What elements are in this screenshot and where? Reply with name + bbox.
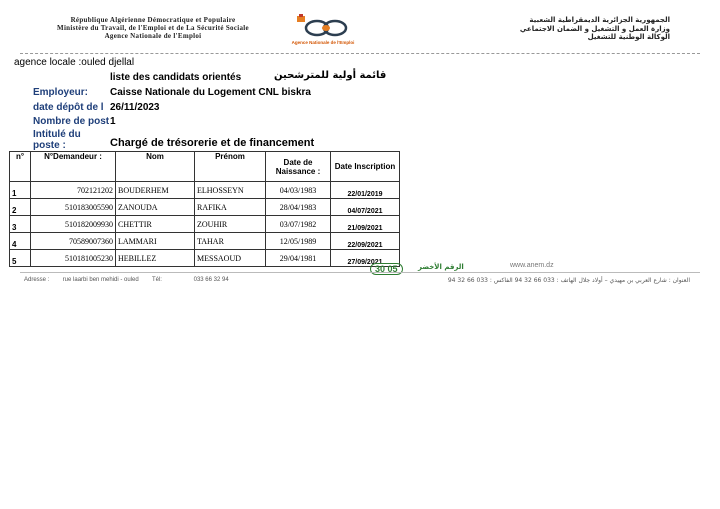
candidates-table	[9, 151, 400, 267]
cell-prenom: TAHAR	[195, 233, 266, 250]
cell-demandeur: 510181005230	[31, 250, 116, 267]
intitule-label	[33, 129, 81, 151]
cell-num: 2	[10, 199, 31, 216]
cell-nom: CHETTIR	[116, 216, 195, 233]
table-row	[10, 199, 400, 216]
table-row	[10, 182, 400, 199]
cell-naissance: 28/04/1983	[266, 199, 331, 216]
intitule-label-line1: Intitulé du	[33, 129, 81, 140]
col-header-naissance: Date de Naissance :	[266, 152, 331, 182]
title-arabic: قائمة أولية للمترشحين	[274, 70, 387, 81]
col-header-prenom: Prénom	[195, 152, 266, 182]
intitule-label-line2: poste :	[33, 140, 66, 151]
cell-naissance: 12/05/1989	[266, 233, 331, 250]
header-arabic	[420, 16, 670, 42]
col-header-num: n°	[10, 152, 31, 182]
cell-demandeur: 702121202	[31, 182, 116, 199]
cell-num: 1	[10, 182, 31, 199]
header-ar-line2: وزارة العمل و التشغيل و الضمان الاجتماعي	[519, 24, 670, 33]
cell-prenom: RAFIKA	[195, 199, 266, 216]
footer-divider	[20, 272, 700, 273]
cell-inscription: 21/09/2021	[331, 216, 400, 233]
cell-num: 4	[10, 233, 31, 250]
green-number-label: الرقم الأخضر	[418, 263, 464, 271]
col-header-inscription: Date Inscription	[331, 152, 400, 182]
footer-address-ar: العنوان : شارع العربي بن مهيدي – أولاد جلال الهاتف : 033 66 32 94 الفاكس : 033 66 32 94	[447, 277, 690, 284]
table-row	[10, 216, 400, 233]
website-link[interactable]: www.anem.dz	[510, 262, 554, 269]
cell-demandeur: 510183005590	[31, 199, 116, 216]
agence-label: agence locale :ouled djellal	[14, 57, 135, 68]
header-french	[28, 16, 278, 40]
header-ar-line1: الجمهورية الجزائرية الديمقراطية الشعبية	[529, 16, 670, 24]
employeur-value: Caisse Nationale du Logement CNL biskra	[110, 87, 311, 98]
cell-prenom: ELHOSSEYN	[195, 182, 266, 199]
col-header-nom: Nom	[116, 152, 195, 182]
header-ar-line3: الوكالة الوطنية للتشغيل	[587, 33, 670, 41]
cell-inscription: 22/01/2019	[331, 182, 400, 199]
cell-demandeur: 510182009930	[31, 216, 116, 233]
cell-nom: HEBILLEZ	[116, 250, 195, 267]
cell-naissance: 04/03/1983	[266, 182, 331, 199]
green-number-badge: 30 05	[370, 263, 403, 275]
header-fr-line3: Agence Nationale de l'Emploi	[104, 32, 202, 40]
cell-prenom: MESSAOUD	[195, 250, 266, 267]
footer-address-fr: Adresse : rue laarbi ben mehidi - ouled Tél: 033 66 32 94	[24, 277, 229, 283]
nombre-poste-label: Nombre de post	[33, 116, 110, 127]
table-row	[10, 233, 400, 250]
header-fr-line2: Ministère du Travail, de l'Emploi et de La Sécurité Sociale	[57, 24, 249, 32]
col-header-demandeur: N°Demandeur :	[31, 152, 116, 182]
cell-inscription: 27/09/2021	[331, 250, 400, 267]
header-fr-line1: République Algérienne Démocratique et Populaire	[70, 16, 236, 24]
table-row	[10, 250, 400, 267]
cell-demandeur: 70589007360	[31, 233, 116, 250]
cell-num: 5	[10, 250, 31, 267]
cell-inscription: 04/07/2021	[331, 199, 400, 216]
cell-inscription: 22/09/2021	[331, 233, 400, 250]
date-depot-label: date dépôt de l	[33, 102, 104, 113]
cell-nom: LAMMARI	[116, 233, 195, 250]
cell-num: 3	[10, 216, 31, 233]
title-french: liste des candidats orientés	[110, 72, 242, 83]
date-depot-value: 26/11/2023	[110, 102, 160, 113]
nombre-poste-value: 1	[110, 116, 116, 127]
employeur-label: Employeur:	[33, 87, 89, 98]
cell-naissance: 03/07/1982	[266, 216, 331, 233]
intitule-value: Chargé de trésorerie et de financement	[110, 137, 315, 149]
cell-prenom: ZOUHIR	[195, 216, 266, 233]
cell-nom: BOUDERHEM	[116, 182, 195, 199]
table-header-row	[10, 152, 400, 182]
header-divider	[20, 53, 700, 54]
cell-naissance: 29/04/1981	[266, 250, 331, 267]
cell-nom: ZANOUDA	[116, 199, 195, 216]
logo-caption: Agence Nationale de l'Emploi	[291, 40, 355, 45]
